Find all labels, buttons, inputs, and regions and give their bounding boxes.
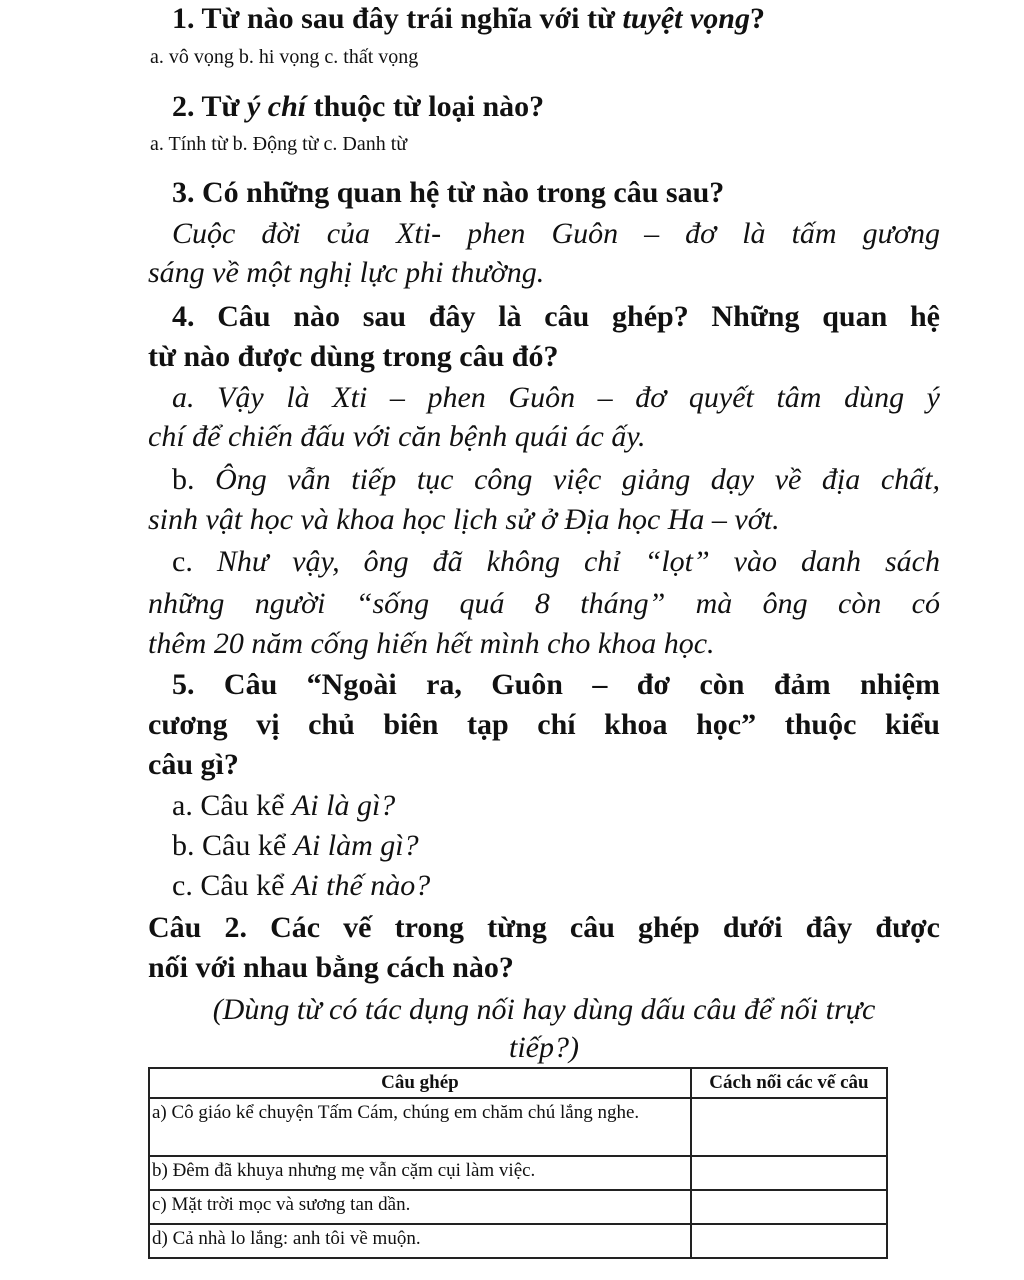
q5-title-line3: câu gì? (148, 748, 239, 781)
q3-sentence-line1: Cuộc đời của Xti- phen Guôn – đơ là tấm gương (172, 217, 940, 250)
table-cell-method[interactable] (691, 1190, 887, 1224)
q1-term: tuyệt vọng (622, 2, 750, 35)
q4-option-a-line1: a. Vậy là Xti – phen Guôn – đơ quyết tâm dùng ý (172, 381, 940, 414)
q3-sentence-line2: sáng về một nghị lực phi thường. (148, 256, 545, 289)
table-cell-sentence: a) Cô giáo kể chuyện Tấm Cám, chúng em chăm chú lắng nghe. (149, 1098, 691, 1156)
q4-option-b-line2: sinh vật học và khoa học lịch sử ở Địa học Ha – vớt. (148, 503, 780, 536)
table-cell-sentence: d) Cả nhà lo lắng: anh tôi về muộn. (149, 1224, 691, 1258)
answer-table (148, 1067, 888, 1259)
cau2-note-line1: (Dùng từ có tác dụng nối hay dùng dấu câu để nối trực (212, 993, 876, 1026)
cau2-title-line2: nối với nhau bằng cách nào? (148, 951, 514, 984)
q4-option-a-line2: chí để chiến đấu với căn bệnh quái ác ấy. (148, 420, 646, 453)
q5-option-c: c. Câu kể Ai thế nào? (172, 869, 431, 902)
table-row (149, 1156, 887, 1190)
table-cell-method[interactable] (691, 1224, 887, 1258)
q5-option-a: a. Câu kể Ai là gì? (172, 789, 396, 822)
q4-option-c-line3: thêm 20 năm cống hiến hết mình cho khoa học. (148, 627, 715, 660)
q5-title-line1: 5. Câu “Ngoài ra, Guôn – đơ còn đảm nhiệm (172, 668, 940, 701)
table-cell-method[interactable] (691, 1098, 887, 1156)
q3-title: 3. Có những quan hệ từ nào trong câu sau? (172, 176, 725, 209)
q2-title: 2. Từ ý chí thuộc từ loại nào? (172, 90, 545, 123)
table-header-sentence: Câu ghép (149, 1068, 691, 1098)
q4-option-c-line2: những người “sống quá 8 tháng” mà ông còn có (148, 587, 940, 620)
q4-option-b-line1: b. Ông vẫn tiếp tục công việc giảng dạy về địa chất, (172, 463, 940, 496)
table-row (149, 1098, 887, 1156)
cau2-title-line1: Câu 2. Các vế trong từng câu ghép dưới đây được (148, 911, 940, 944)
table-row (149, 1224, 887, 1258)
q4-title-line2: từ nào được dùng trong câu đó? (148, 340, 559, 373)
q5-option-b: b. Câu kể Ai làm gì? (172, 829, 419, 862)
q4-title-line1: 4. Câu nào sau đây là câu ghép? Những quan hệ (172, 300, 940, 333)
q5-title-line2: cương vị chủ biên tạp chí khoa học” thuộc kiểu (148, 708, 940, 741)
table-cell-sentence: c) Mặt trời mọc và sương tan dần. (149, 1190, 691, 1224)
table-cell-method[interactable] (691, 1156, 887, 1190)
q4-option-c-line1: c. Như vậy, ông đã không chỉ “lọt” vào danh sách (172, 545, 940, 578)
q1-options: a. vô vọng b. hi vọng c. thất vọng (150, 46, 419, 68)
q2-term: ý chí (246, 90, 307, 123)
q2-options: a. Tính từ b. Động từ c. Danh từ (150, 133, 408, 155)
cau2-note-line2: tiếp?) (509, 1031, 579, 1064)
table-cell-sentence: b) Đêm đã khuya nhưng mẹ vẫn cặm cụi làm việc. (149, 1156, 691, 1190)
table-header-method: Cách nối các vế câu (691, 1068, 887, 1098)
table-row (149, 1190, 887, 1224)
q1-title: 1. Từ nào sau đây trái nghĩa với từ tuyệt vọng? (172, 2, 765, 35)
table-header-row (149, 1068, 887, 1098)
